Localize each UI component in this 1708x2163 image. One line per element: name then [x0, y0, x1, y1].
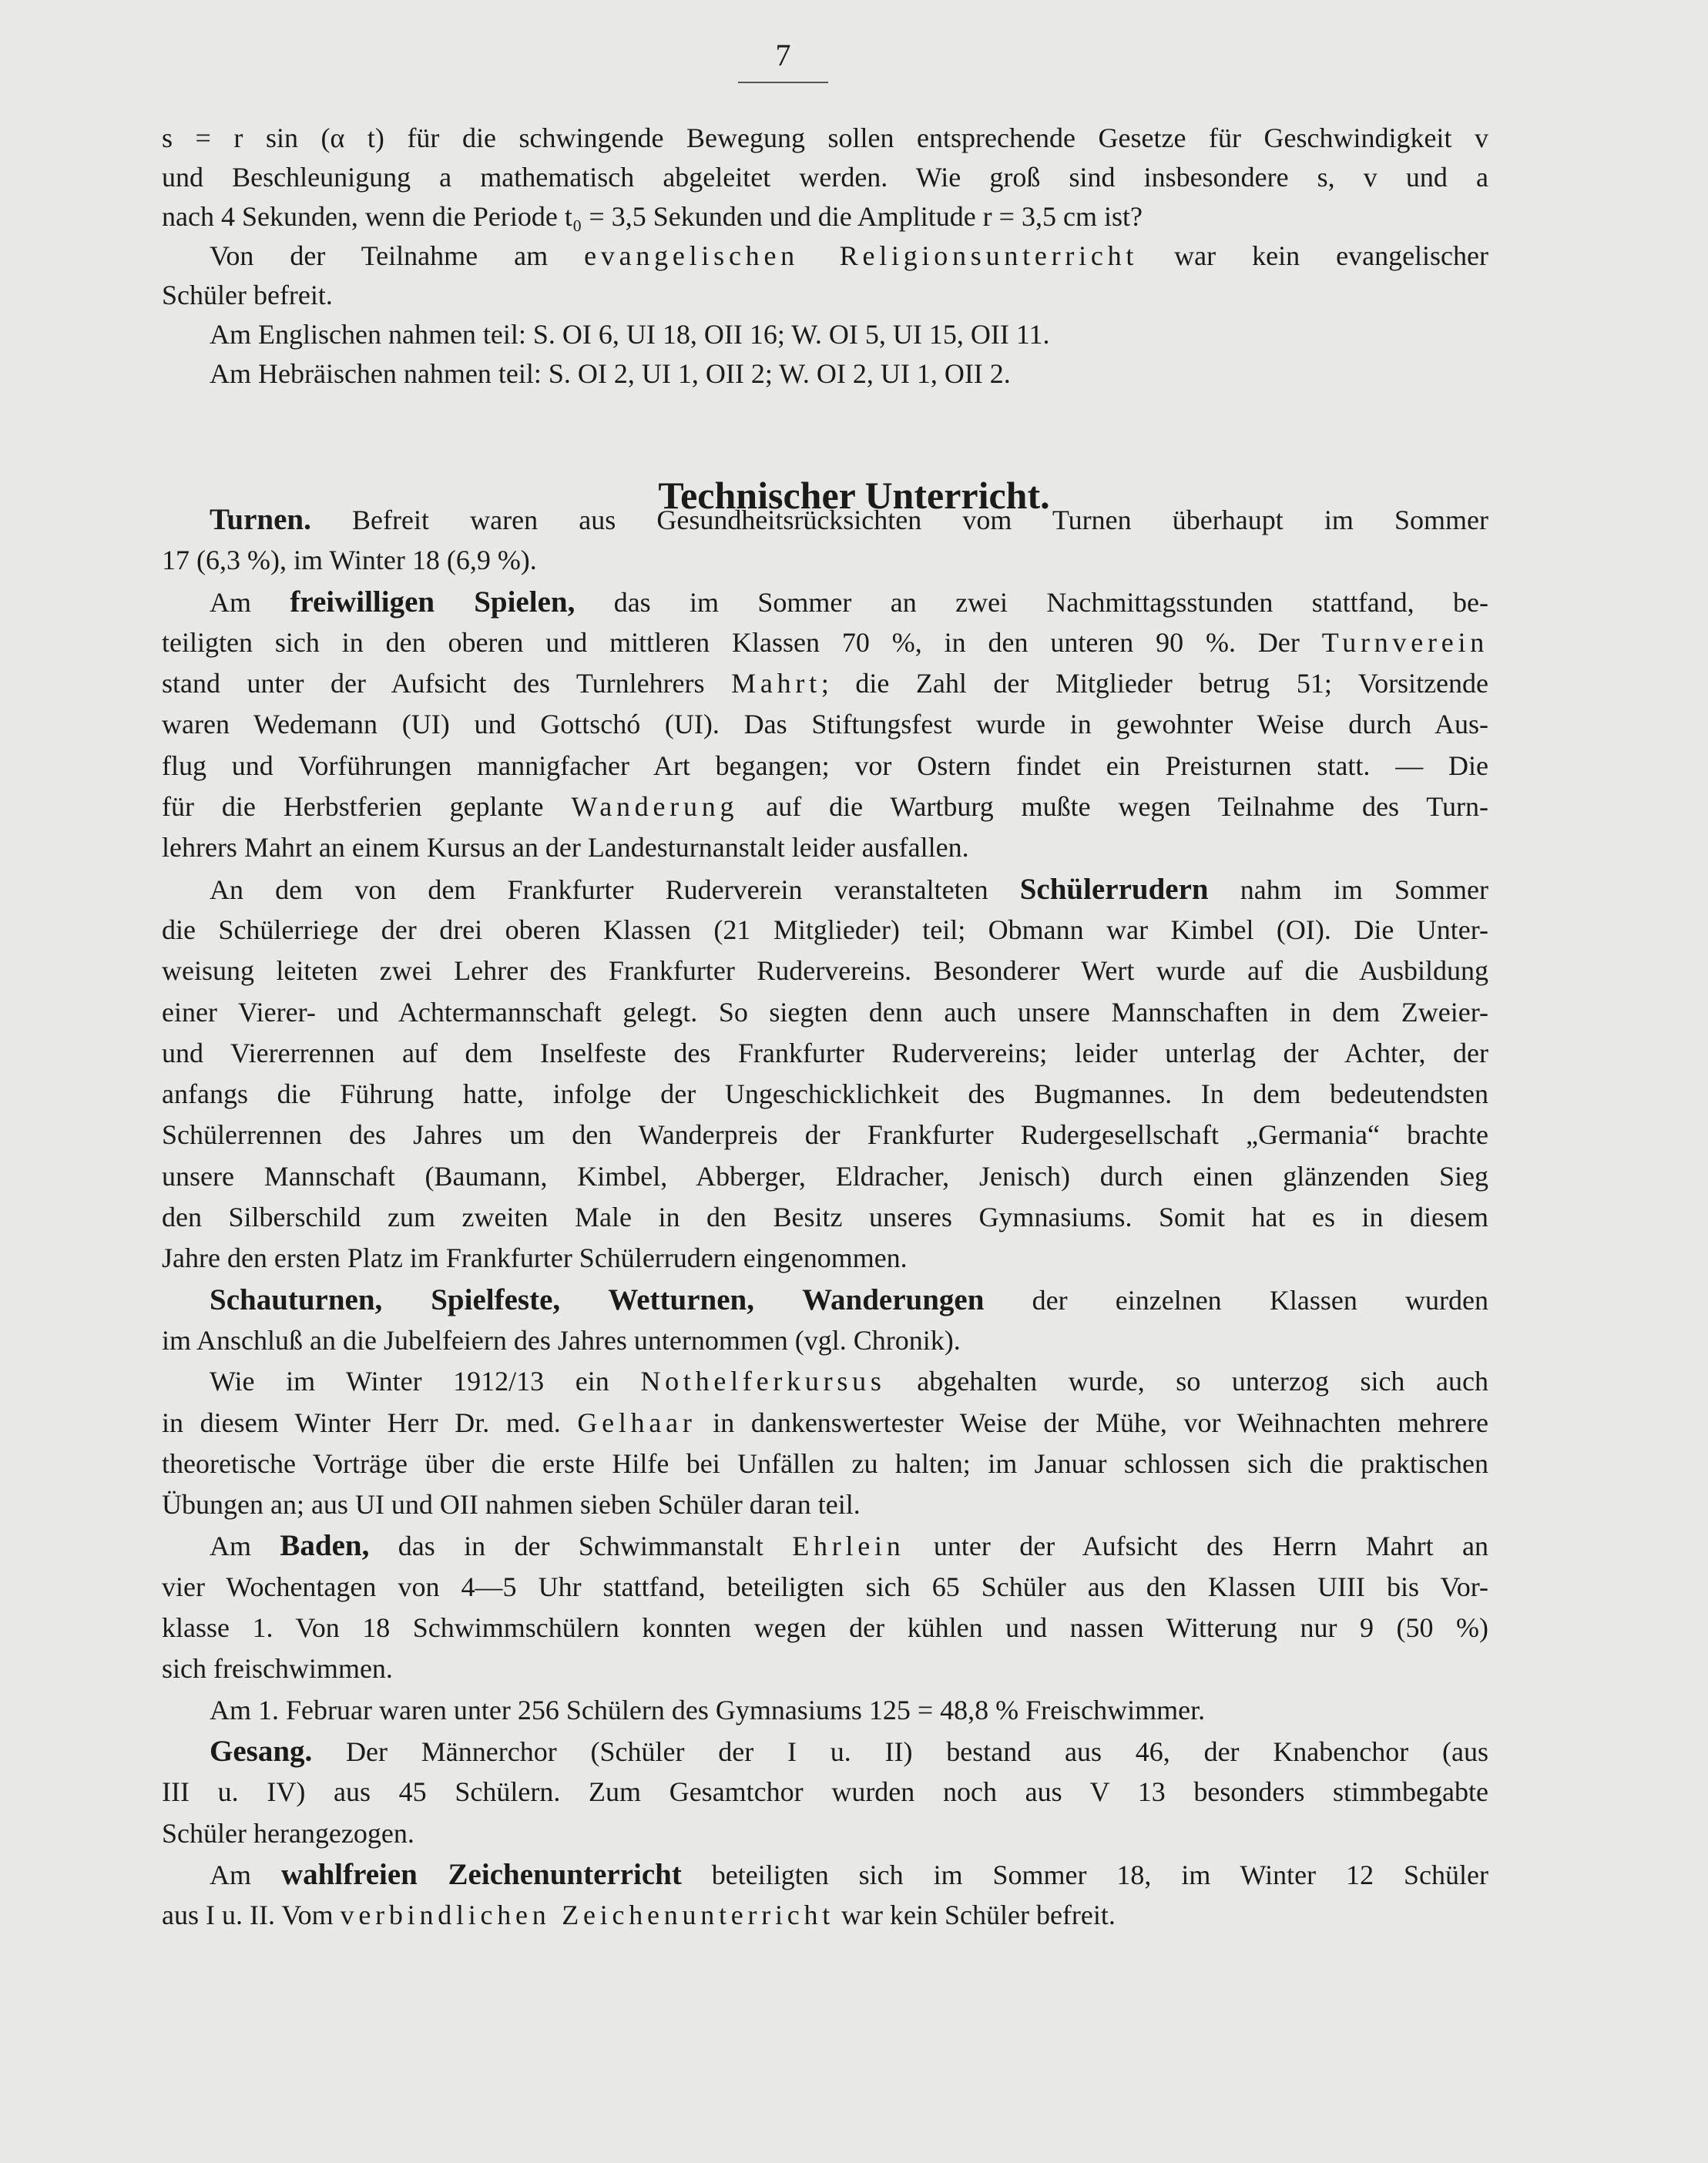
- text-segment: flug und Vorführungen mannigfacher Art begangen; vor Ostern findet ein Preisturnen statt. — Die: [162, 750, 1488, 781]
- text-segment: im Anschluß an die Jubelfeiern des Jahres unternommen (vgl. Chronik).: [162, 1324, 961, 1356]
- text-line: [162, 1813, 1488, 1854]
- text-segment: Am: [210, 1859, 281, 1890]
- text-line: [162, 236, 1488, 276]
- page-number-rule: [738, 82, 828, 83]
- text-segment: vier Wochentagen von 4—5 Uhr stattfand, beteiligten sich 65 Schüler aus den Klassen UIII bis Vor-: [162, 1571, 1488, 1602]
- text-segment: Jahre den ersten Platz im Frankfurter Schülerrudern eingenommen.: [162, 1242, 908, 1274]
- text-line: [162, 119, 1488, 158]
- text-segment: Von der Teilnahme am: [210, 240, 585, 271]
- text-segment: der einzelnen Klassen wurden: [984, 1284, 1488, 1316]
- text-line: [162, 499, 1488, 540]
- text-line: [162, 746, 1488, 786]
- text-segment: in dankenswertester Weise der Mühe, vor Weihnachten mehrere: [696, 1407, 1488, 1438]
- text-line: [162, 1608, 1488, 1648]
- section-intro: [162, 119, 1488, 394]
- text-line: [162, 869, 1488, 910]
- text-segment: den Silberschild zum zweiten Male in den Besitz unseres Gymnasiums. Somit hat es in diesem: [162, 1202, 1488, 1233]
- text-segment: nach 4 Sekunden, wenn die Periode t₀ = 3,5 Sekunden und die Amplitude r = 3,5 cm ist?: [162, 201, 1143, 232]
- paragraph: [162, 1361, 1488, 1525]
- paragraph: [162, 1525, 1488, 1689]
- text-segment: war kein Schüler befreit.: [834, 1900, 1116, 1931]
- text-line: [162, 1895, 1488, 1936]
- paragraph: [162, 236, 1488, 315]
- text-line: [162, 1238, 1488, 1279]
- text-line: [162, 276, 1488, 315]
- emphasized-text: Ehrlein: [792, 1531, 905, 1562]
- text-line: [162, 1361, 1488, 1402]
- text-segment: An dem von dem Frankfurter Ruderverein veranstalteten: [210, 874, 1020, 905]
- bold-term: Baden,: [280, 1529, 370, 1563]
- bold-term: wahlfreien Zeichenunterricht: [280, 1857, 682, 1891]
- text-segment: und Beschleunigung a mathematisch abgeleitet werden. Wie groß sind insbesondere s, v und a: [162, 162, 1488, 193]
- text-line: [162, 1567, 1488, 1608]
- text-line: [162, 663, 1488, 704]
- text-line: [162, 354, 1488, 394]
- section-heading: Technischer Unterricht.: [658, 473, 1050, 517]
- text-segment: und Viererrennen auf dem Inselfeste des Frankfurter Rudervereins; leider unterlag der Achter, der: [162, 1037, 1488, 1068]
- paragraph: [162, 582, 1488, 869]
- emphasized-text: evangelischen Religionsunterricht: [584, 240, 1139, 271]
- text-line: [162, 992, 1488, 1033]
- text-line: [162, 1690, 1488, 1731]
- text-segment: Befreit waren aus Gesundheitsrücksichten vom Turnen überhaupt im Sommer: [310, 505, 1488, 535]
- text-line: [162, 1403, 1488, 1444]
- text-segment: Schüler befreit.: [162, 280, 333, 310]
- text-segment: Am Englischen nahmen teil: S. OI 6, UI 18, OII 16; W. OI 5, UI 15, OII 11.: [210, 319, 1050, 350]
- text-line: [162, 1772, 1488, 1813]
- text-segment: Am: [210, 1531, 280, 1562]
- text-line: [162, 1197, 1488, 1238]
- text-segment: Schülerrennen des Jahres um den Wanderpreis der Frankfurter Rudergesellschaft „Germania“ brachte: [162, 1119, 1488, 1151]
- emphasized-text: Mahrt: [731, 668, 821, 699]
- text-segment: Wie im Winter 1912/13 ein: [210, 1366, 641, 1397]
- text-segment: III u. IV) aus 45 Schülern. Zum Gesamtchor wurden noch aus V 13 besonders stimmbegabte: [162, 1776, 1488, 1808]
- text-line: [162, 1156, 1488, 1197]
- text-segment: abgehalten wurde, so unterzog sich auch: [885, 1366, 1488, 1397]
- text-segment: Am 1. Februar waren unter 256 Schülern des Gymnasiums 125 = 48,8 % Freischwimmer.: [210, 1694, 1206, 1725]
- text-segment: klasse 1. Von 18 Schwimmschülern konnten wegen der kühlen und nassen Witterung nur 9 (50 %): [162, 1612, 1488, 1644]
- text-segment: Schüler herangezogen.: [162, 1817, 414, 1849]
- text-segment: sich freischwimmen.: [162, 1653, 393, 1685]
- paragraph: [162, 354, 1488, 394]
- text-line: [162, 910, 1488, 951]
- text-line: [162, 582, 1488, 622]
- text-line: [162, 315, 1488, 354]
- bold-term: Schauturnen, Spielfeste, Wetturnen, Wanderungen: [210, 1283, 985, 1316]
- text-segment: auf die Wartburg mußte wegen Teilnahme des Turn-: [738, 791, 1489, 823]
- text-segment: das im Sommer an zwei Nachmittagsstunden stattfand, be-: [575, 586, 1488, 618]
- text-line: [162, 622, 1488, 663]
- text-segment: theoretische Vorträge über die erste Hilfe bei Unfällen zu halten; im Januar schlossen sich die praktischen: [162, 1447, 1488, 1479]
- text-line: [162, 540, 1488, 581]
- text-line: [162, 1444, 1488, 1484]
- text-line: [162, 1074, 1488, 1115]
- text-segment: Am: [210, 586, 290, 618]
- text-segment: teiligten sich in den oberen und mittleren Klassen 70 %, in den unteren 90 %. Der: [162, 626, 1322, 658]
- text-line: [162, 1320, 1488, 1361]
- text-segment: lehrers Mahrt an einem Kursus an der Landesturnanstalt leider ausfallen.: [162, 832, 969, 864]
- text-segment: anfangs die Führung hatte, infolge der Ungeschicklichkeit des Bugmannes. In dem bedeutendsten: [162, 1078, 1488, 1110]
- text-line: [162, 1731, 1488, 1772]
- text-line: [162, 951, 1488, 991]
- text-segment: war kein evangelischer: [1138, 240, 1489, 271]
- text-segment: die Schülerriege der drei oberen Klassen (21 Mitglieder) teil; Obmann war Kimbel (OI). Die Unter-: [162, 914, 1488, 945]
- text-segment: 17 (6,3 %), im Winter 18 (6,9 %).: [162, 545, 537, 576]
- text-line: [162, 158, 1488, 197]
- text-segment: nahm im Sommer: [1208, 874, 1488, 905]
- paragraph: [162, 499, 1488, 582]
- text-segment: ; die Zahl der Mitglieder betrug 51; Vorsitzende: [820, 668, 1489, 699]
- text-line: [162, 1648, 1488, 1689]
- text-segment: unter der Aufsicht des Herrn Mahrt an: [904, 1531, 1489, 1562]
- paragraph: [162, 1854, 1488, 1937]
- paragraph: [162, 869, 1488, 1279]
- text-segment: s = r sin (α t) für die schwingende Bewegung sollen entsprechende Gesetze für Geschwindigkeit v: [162, 122, 1488, 153]
- text-line: [162, 1484, 1488, 1525]
- text-segment: stand unter der Aufsicht des Turnlehrers: [162, 668, 732, 699]
- text-segment: in diesem Winter Herr Dr. med.: [162, 1407, 578, 1438]
- text-segment: Am Hebräischen nahmen teil: S. OI 2, UI 1, OII 2; W. OI 2, UI 1, OII 2.: [210, 358, 1011, 389]
- section-technical: [162, 499, 1488, 1936]
- text-line: [162, 786, 1488, 827]
- text-segment: waren Wedemann (UI) und Gottschó (UI). Das Stiftungsfest wurde in gewohnter Weise durch Aus-: [162, 709, 1488, 740]
- bold-term: Turnen.: [210, 503, 311, 536]
- paragraph: [162, 119, 1488, 236]
- emphasized-text: Nothelferkursus: [640, 1366, 886, 1397]
- text-segment: Der Männerchor (Schüler der I u. II) bestand aus 46, der Knabenchor (aus: [312, 1735, 1488, 1767]
- text-segment: für die Herbstferien geplante: [162, 791, 572, 823]
- bold-term: freiwilligen Spielen,: [290, 585, 575, 619]
- text-line: [162, 704, 1488, 745]
- emphasized-text: Wanderung: [571, 791, 739, 823]
- emphasized-text: Turnverein: [1321, 626, 1488, 658]
- text-segment: unsere Mannschaft (Baumann, Kimbel, Abberger, Eldracher, Jenisch) durch einen glänzenden Sieg: [162, 1160, 1488, 1192]
- emphasized-text: verbindlichen Zeichenunterricht: [340, 1900, 835, 1931]
- emphasized-text: Gelhaar: [577, 1407, 696, 1438]
- text-line: [162, 1115, 1488, 1155]
- text-line: [162, 1279, 1488, 1320]
- text-segment: beteiligten sich im Sommer 18, im Winter 12 Schüler: [681, 1859, 1488, 1890]
- text-line: [162, 1854, 1488, 1895]
- text-segment: das in der Schwimmanstalt: [369, 1531, 793, 1562]
- paragraph: [162, 1279, 1488, 1362]
- bold-term: Gesang.: [210, 1734, 313, 1768]
- text-segment: Übungen an; aus UI und OII nahmen sieben Schüler daran teil.: [162, 1489, 861, 1521]
- text-line: [162, 197, 1488, 236]
- page-number: 7: [775, 38, 791, 72]
- text-segment: aus I u. II. Vom: [162, 1900, 341, 1931]
- text-segment: weisung leiteten zwei Lehrer des Frankfurter Rudervereins. Besonderer Wert wurde auf die Ausbildung: [162, 955, 1488, 987]
- paragraph: [162, 1731, 1488, 1854]
- text-line: [162, 827, 1488, 868]
- paragraph: [162, 315, 1488, 354]
- text-line: [162, 1033, 1488, 1074]
- bold-term: Schülerrudern: [1019, 872, 1209, 906]
- paragraph: [162, 1690, 1488, 1731]
- text-line: [162, 1525, 1488, 1566]
- text-segment: einer Vierer- und Achtermannschaft gelegt. So siegten denn auch unsere Mannschaften in dem Zweier-: [162, 996, 1488, 1028]
